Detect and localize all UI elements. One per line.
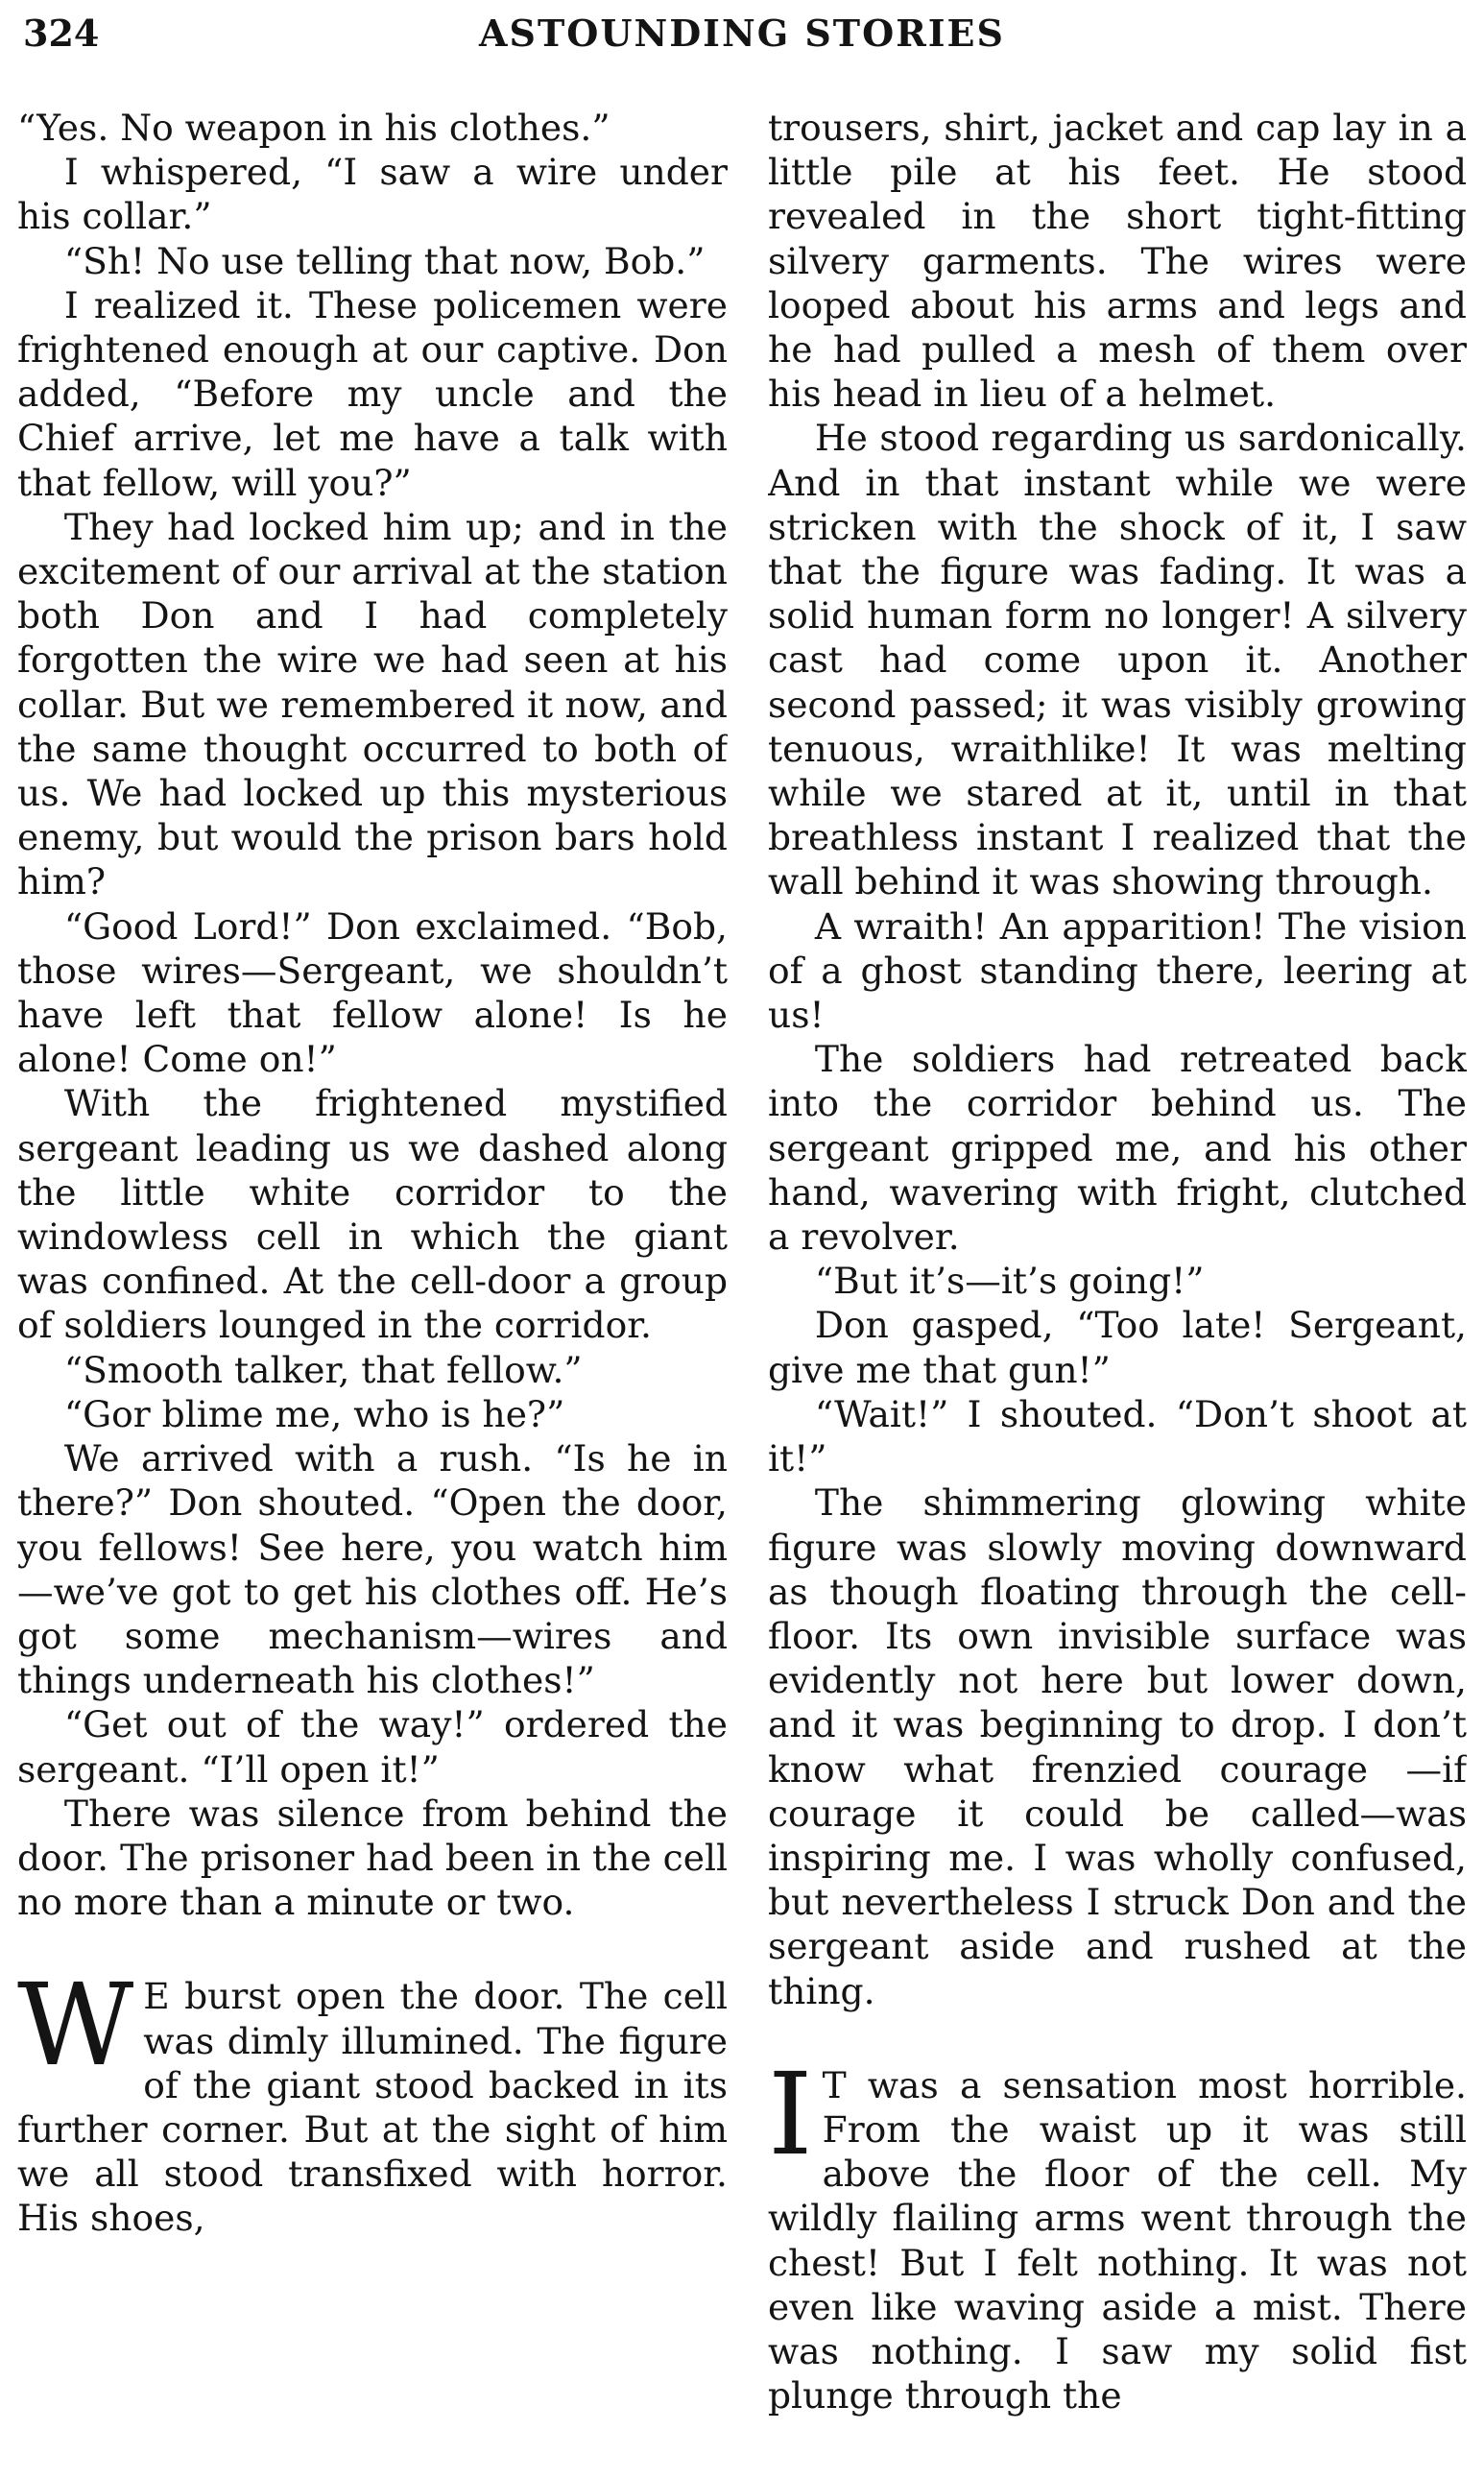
running-title: ASTOUNDING STORIES (479, 12, 1005, 55)
paragraph: “Smooth talker, that fellow.” (63, 1348, 583, 1391)
paragraph: There was silence from behind the door. The prisoner had been in the cell no more than a minute or two. (17, 1792, 728, 1924)
paragraph: A wraith! An apparition! The vision of a ghost standing there, leering at us! (768, 904, 1467, 1037)
paragraph: I whispered, “I saw a wire under his collar.” (17, 151, 728, 238)
paragraph: “Wait!” I shouted. “Don’t shoot at it!” (768, 1392, 1467, 1480)
paragraph: “But it’s—it’s going!” (814, 1260, 1205, 1303)
paragraph: The soldiers had retreated back into the corridor behind us. The sergeant gripped me, and his other hand, wavering with fright, clutched a revolver. (768, 1038, 1467, 1259)
paragraph: Don gasped, “Too late! Sergeant, give me that gun!” (768, 1304, 1467, 1391)
paragraph: I realized it. These policemen were frightened enough at our captive. Don added, “Before my uncle and the Chief arrive, let me have a talk with that fellow, will you?” (17, 283, 728, 504)
section-opening-paragraph (768, 2047, 1467, 2418)
paragraph: “Gor blime me, who is he?” (63, 1392, 565, 1435)
paragraph: They had locked him up; and in the excitement of our arrival at the station both Don and I had completely forgotten the wire we had seen at his collar. But we remembered it now, and the same thought occurred to both of us. We had locked up this mysterious enemy, but would the prison bars hold him? (17, 505, 728, 903)
paragraph: The shimmering glowing white figure was slowly moving downward as though floating through the cell-floor. Its own invisible surface was evidently not here but lower down, and it was beginning to drop. I don’t know what frenzied courage —if courage it could be called—was inspiring me. I was wholly confused, but nevertheless I struck Don and the sergeant aside and rushed at the thing. (768, 1481, 1467, 2012)
page-number: 324 (23, 12, 100, 55)
section-text: E burst open the door. The cell was dimly illumined. The figure of the giant stood backed in its further corner. But at the sight of him we all stood transfixed with horror. His shoes, (17, 1975, 728, 2240)
paragraph: “Sh! No use telling that now, Bob.” (63, 239, 706, 282)
left-column (17, 106, 728, 2467)
paragraph: “Yes. No weapon in his clothes.” (17, 107, 610, 149)
paragraph: With the frightened mystified sergeant leading us we dashed along the little white corridor to the windowless cell in which the giant was confined. At the cell-door a group of soldiers lounged in the corridor. (17, 1082, 728, 1347)
drop-cap: I (768, 2047, 813, 2180)
paragraph: We arrived with a rush. “Is he in there?” Don shouted. “Open the door, you fellows! See here, you watch him—we’ve got to get his clothes off. He’s got some mechanism—wires and things underneath his clothes!” (17, 1437, 728, 1702)
section-break (768, 2013, 1467, 2063)
paragraph: He stood regarding us sardonically. And in that instant while we were stricken with the shock of it, I saw that the figure was fading. It was a solid human form no longer! A silvery cast had come upon it. Another second passed; it was visibly growing tenuous, wraithlike! It was melting while we stared at it, until in that breathless instant I realized that the wall behind it was showing through. (768, 417, 1467, 903)
drop-cap: W (17, 1959, 134, 2092)
right-column (768, 106, 1467, 2467)
paragraph: trousers, shirt, jacket and cap lay in a little pile at his feet. He stood revealed in the short tight-fitting silvery garments. The wires were looped about his arms and legs and he had pulled a mesh of them over his head in lieu of a helmet. (768, 107, 1467, 416)
page-header (0, 0, 1484, 77)
paragraph: “Get out of the way!” ordered the sergeant. “I’ll open it!” (17, 1703, 728, 1791)
section-text: T was a sensation most horrible. From the waist up it was still above the floor of the cell. My wildly flailing arms went through the chest! But I felt nothing. It was not even like waving aside a mist. There was nothing. I saw my solid fist plunge through the (768, 2063, 1467, 2418)
paragraph: “Good Lord!” Don exclaimed. “Bob, those wires—Sergeant, we shouldn’t have left that fellow alone! Is he alone! Come on!” (17, 904, 728, 1081)
section-opening-paragraph (17, 1959, 728, 2240)
